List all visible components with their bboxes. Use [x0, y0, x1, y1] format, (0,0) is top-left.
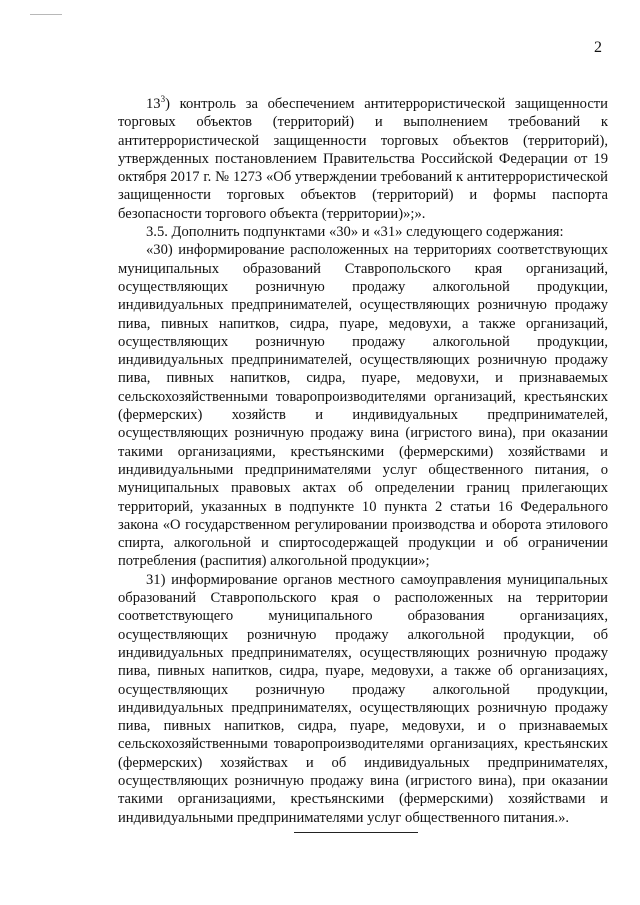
paragraph-subitem-30: «30) информирование расположенных на территориях соответствующих муниципальных образований Ставропольского края организаций, осуществляющих розничную продажу алкогольной продукции, индивидуальных предпринимателей, осуществляющих розничную продажу пива, пивных напитков, сидра, пуаре, медовухи, а также организаций, осуществляющих розничную продажу алкогольной продукции, индивидуальных предпринимателей, осуществляющих розничную продажу пива, пивных напитков, сидра, пуаре, медовухи, и признаваемых сельскохозяйственными товаропроизводителями организаций, крестьянских (фермерских) хозяйств и индивидуальных предпринимателей, осуществляющих розничную продажу вина (игристого вина), при оказании такими организациями, крестьянскими (фермерскими) хозяйствами и индивидуальными предпринимателями услуг общественного питания, о муниципальных правовых актах об определении границ прилегающих территорий, указанных в подпункте 10 пункта 2 статьи 16 Федерального закона «О государственном регулировании производства и оборота этилового спирта, алкогольной и спиртосодержащей продукции и об ограничении потребления (распития) алкогольной продукции»; [118, 242, 608, 570]
item-13-superscript: 3 [160, 94, 166, 104]
paragraph-item-13 [118, 95, 608, 223]
item-13-text: ) контроль за обеспечением антитеррористической защищенности торговых объектов (территорий) и выполнением требований к антитеррористической защищенности торговых объектов (территорий), утвержденных постановлением Правительства Российской Федерации от 19 октября 2017 г. № 1273 «Об утверждении требований к антитеррористической защищенности торговых объектов (территорий) и формы паспорта безопасности торгового объекта (территории)»;». [118, 96, 608, 222]
end-of-document-rule [294, 832, 418, 833]
paragraph-subitem-31: 31) информирование органов местного самоуправления муниципальных образований Ставропольского края о расположенных на территории соответствующего муниципального образования организациях, осуществляющих розничную продажу алкогольной продукции, об индивидуальных предпринимателях, осуществляющих розничную продажу пива, пивных напитков, сидра, пуаре, медовухи, а также об организациях, осуществляющих розничную продажу алкогольной продукции, индивидуальных предпринимателях, осуществляющих розничную продажу пива, пивных напитков, сидра, пуаре, медовухи, и о признаваемых сельскохозяйственными товаропроизводителями организациях, крестьянских (фермерских) хозяйствах и об индивидуальных предпринимателях, осуществляющих розничную продажу вина (игристого вина), при оказании такими организациями, крестьянскими (фермерскими) хозяйствами и индивидуальными предпринимателями услуг общественного питания.». [118, 571, 608, 826]
item-13-number: 13 [146, 96, 161, 112]
paragraph-3-5: 3.5. Дополнить подпунктами «30» и «31» следующего содержания: [146, 224, 564, 241]
document-body [118, 95, 608, 827]
page-number: 2 [594, 39, 602, 56]
scan-artifact-line [30, 14, 62, 15]
